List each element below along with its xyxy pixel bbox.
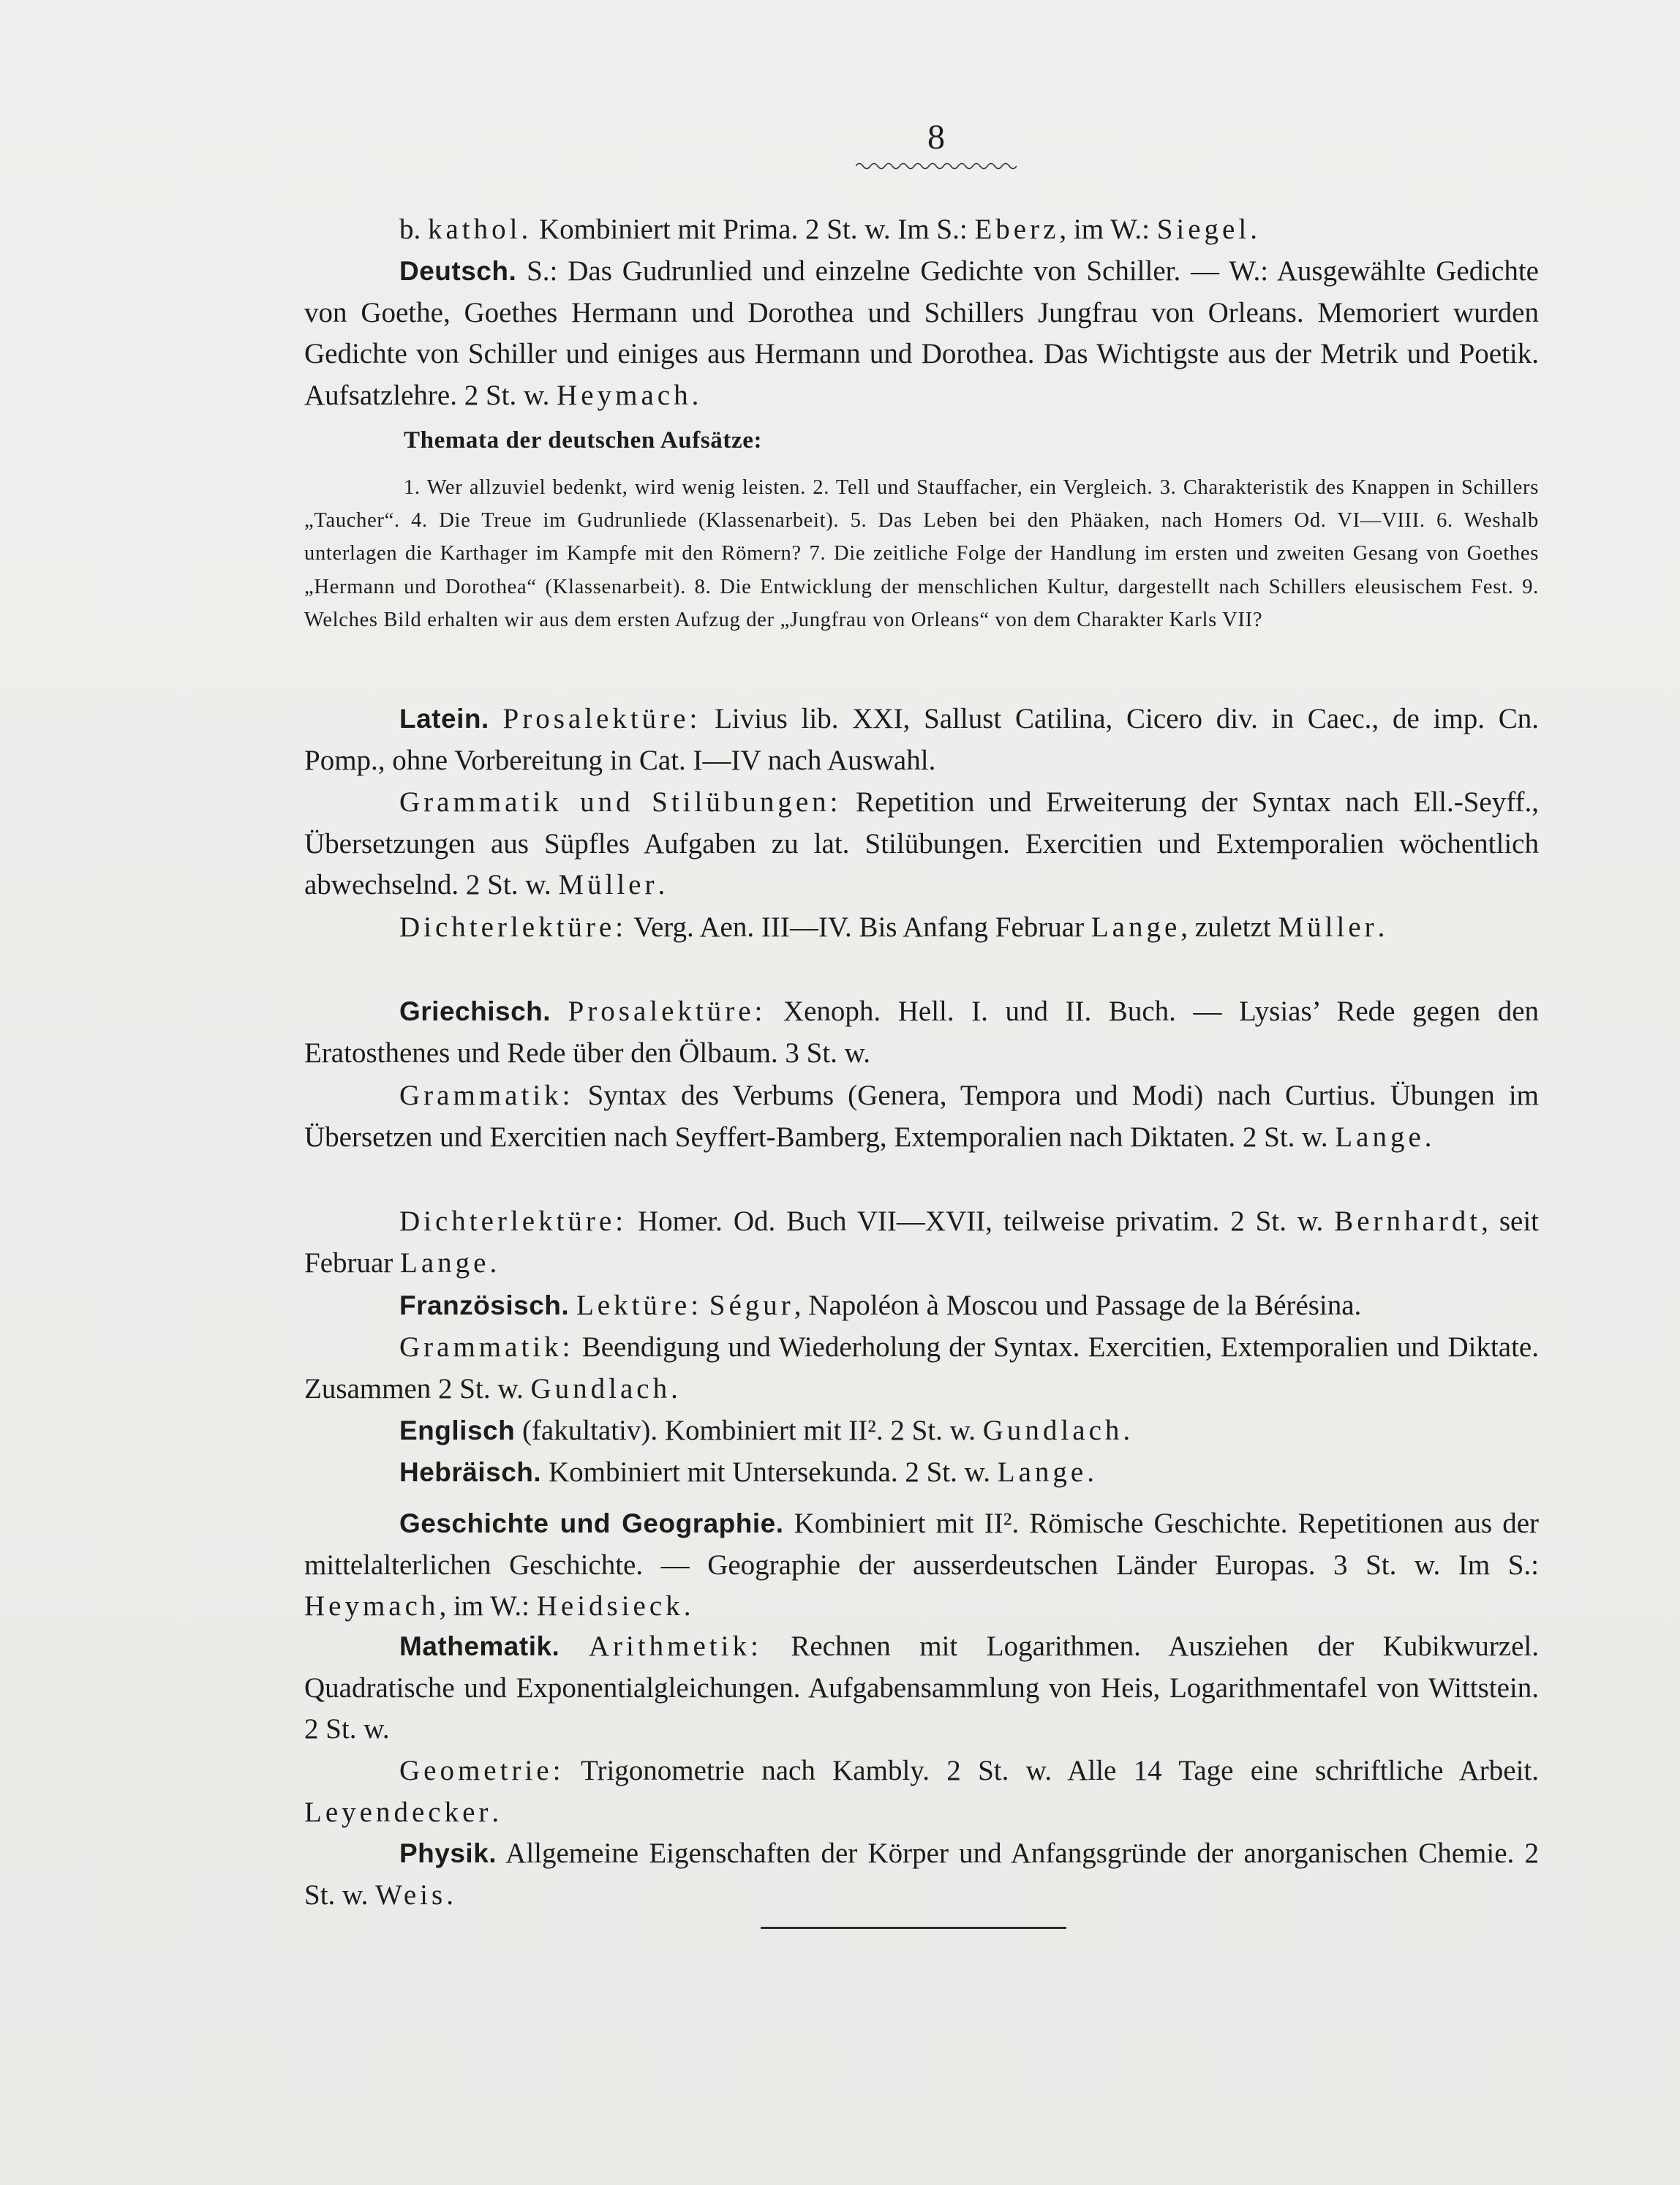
ornament-wave-icon xyxy=(856,158,1017,174)
paragraph-physik: Physik. Allgemeine Eigenschaften der Körper und Anfangsgründe der anorganischen Chemie. 2 St. w. Weis. xyxy=(304,1838,1539,1911)
paragraph-latein-grammatik: Grammatik und Stilübungen: Repetition und Erweiterung der Syntax nach Ell.-Seyff., Übersetzungen aus Süpfles Aufgaben zu lat. Stilübungen. Exercitien und Extemporalien wöchentlich abwechselnd. 2 St. w. Müller. xyxy=(304,786,1539,900)
paragraph-geschichte: Geschichte und Geographie. Kombiniert mit II². Römische Geschichte. Repetitionen aus der mittelalterlichen Geschichte. — Geographie der ausserdeutschen Länder Europas. 3 St. w. Im S.: Heymach, im W.: Heidsieck. xyxy=(304,1508,1539,1622)
heading-mathematik: Mathematik. xyxy=(399,1631,560,1661)
paragraph-griechisch-dichter: Dichterlektüre: Homer. Od. Buch VII—XVII, teilweise privatim. 2 St. w. Bernhardt, seit Februar Lange. xyxy=(304,1206,1539,1279)
heading-latein: Latein. xyxy=(399,704,489,734)
paragraph-franzoesisch-lektuere: Französisch. Lektüre: Ségur, Napoléon à Moscou und Passage de la Bérésina. xyxy=(399,1290,1362,1321)
paragraph-englisch: Englisch (fakultativ). Kombiniert mit II². 2 St. w. Gundlach. xyxy=(399,1415,1131,1446)
heading-franzoesisch: Französisch. xyxy=(399,1290,570,1320)
paragraph-hebraeisch: Hebräisch. Kombiniert mit Untersekunda. 2 St. w. Lange. xyxy=(399,1456,1094,1488)
themata-list: 1. Wer allzuviel bedenkt, wird wenig leisten. 2. Tell und Stauffacher, ein Vergleich. 3. Charakteristik des Knappen in Schillers „Taucher“. 4. Die Treue im Gudrunliede (Klassenarbeit). 5. Das Leben bei den Phäaken, nach Homers Od. VI—VIII. 6. Weshalb unterlagen die Karthager im Kampfe mit den Römern? 7. Die zeitliche Folge der Handlung im ersten und zweiten Gesang von Goethes „Hermann und Dorothea“ (Klassenarbeit). 8. Die Entwicklung der menschlichen Kultur, dargestellt nach Schillers eleusischem Fest. 9. Welches Bild erhalten wir aus dem ersten Aufzug der „Jungfrau von Orleans“ von dem Charakter Karls VII? xyxy=(304,476,1539,631)
paragraph-latein-prosa: Latein. Prosalektüre: Livius lib. XXI, Sallust Catilina, Cicero div. in Caec., de imp. Cn. Pomp., ohne Vorbereitung in Cat. I—IV nach Auswahl. xyxy=(304,703,1539,776)
heading-physik: Physik. xyxy=(399,1838,497,1868)
heading-geschichte: Geschichte und Geographie. xyxy=(399,1508,784,1538)
themata-title: Themata der deutschen Aufsätze: xyxy=(404,427,763,454)
heading-hebraeisch: Hebräisch. xyxy=(399,1457,542,1487)
paragraph-latein-dichter: Dichterlektüre: Verg. Aen. III—IV. Bis Anfang Februar Lange, zuletzt Müller. xyxy=(399,911,1385,943)
closing-rule xyxy=(761,1927,1066,1929)
heading-griechisch: Griechisch. xyxy=(399,996,551,1026)
paragraph-deutsch: Deutsch. S.: Das Gudrunlied und einzelne Gedichte von Schiller. — W.: Ausgewählte Gedichte von Goethe, Goethes Hermann und Dorothea und Schillers Jungfrau von Orleans. Memoriert wurden Gedichte von Schiller und einiges aus Hermann und Dorothea. Das Wichtigste aus der Metrik und Poetik. Aufsatzlehre. 2 St. w. Heymach. xyxy=(304,255,1539,411)
text-column xyxy=(304,117,1540,1911)
heading-deutsch: Deutsch. xyxy=(399,256,517,286)
paragraph-griechisch-grammatik: Grammatik: Syntax des Verbums (Genera, Tempora und Modi) nach Curtius. Übungen im Übersetzen und Exercitien nach Seyffert-Bamberg, Extemporalien nach Diktaten. 2 St. w. Lange. xyxy=(304,1080,1539,1153)
page-number: 8 xyxy=(927,118,945,157)
paragraph-mathematik-geometrie: Geometrie: Trigonometrie nach Kambly. 2 St. w. Alle 14 Tage eine schriftliche Arbeit. Leyendecker. xyxy=(304,1755,1539,1828)
paragraph-mathematik-arithmetik: Mathematik. Arithmetik: Rechnen mit Logarithmen. Ausziehen der Kubikwurzel. Quadratische und Exponentialgleichungen. Aufgabensammlung von Heis, Logarithmentafel von Wittstein. 2 St. w. xyxy=(304,1631,1540,1745)
paragraph-griechisch-prosa: Griechisch. Prosalektüre: Xenoph. Hell. I. und II. Buch. — Lysias’ Rede gegen den Eratosthenes und Rede über den Ölbaum. 3 St. w. xyxy=(304,996,1540,1069)
heading-englisch: Englisch xyxy=(399,1415,516,1445)
paragraph-kathol: b. kathol. Kombiniert mit Prima. 2 St. w. Im S.: Eberz, im W.: Siegel. xyxy=(399,214,1257,245)
paragraph-franzoesisch-grammatik: Grammatik: Beendigung und Wiederholung der Syntax. Exercitien, Extemporalien und Diktate. Zusammen 2 St. w. Gundlach. xyxy=(304,1331,1539,1404)
